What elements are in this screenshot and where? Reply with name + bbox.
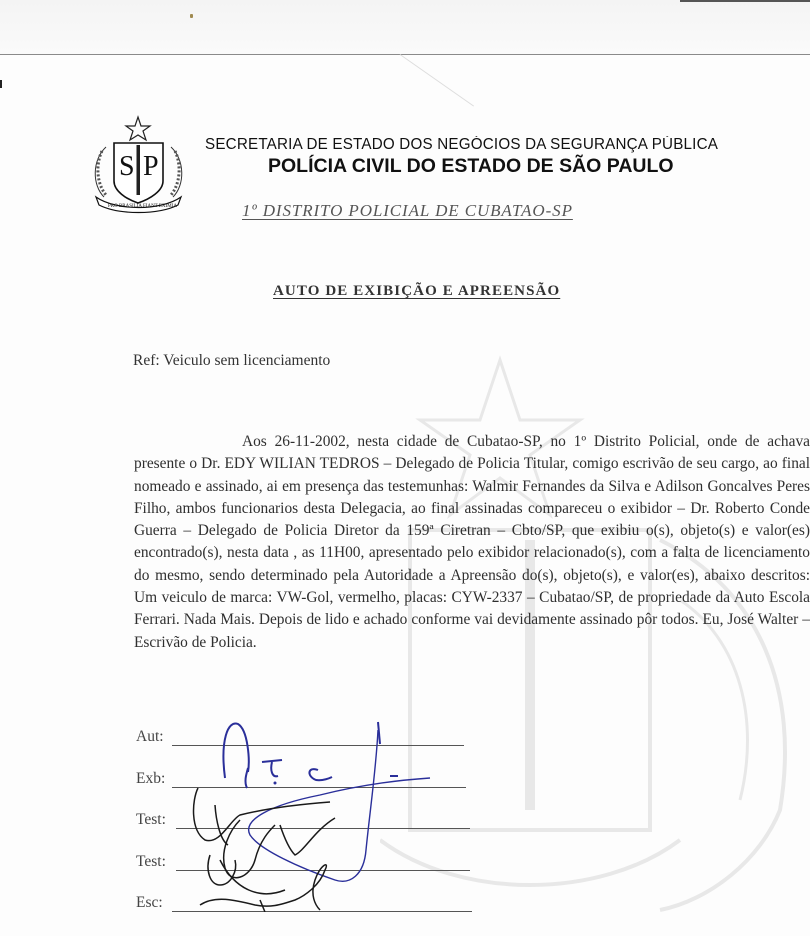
signature-line	[172, 787, 466, 788]
signature-label: Esc:	[136, 894, 163, 911]
signature-field-exb	[136, 770, 476, 812]
signature-block	[136, 728, 476, 936]
svg-text:S: S	[119, 151, 135, 182]
district-heading: 1º DISTRITO POLICIAL DE CUBATAO-SP	[242, 201, 573, 220]
svg-text:PRO BRASILIA FIANT EXIMIA: PRO BRASILIA FIANT EXIMIA	[108, 204, 177, 209]
policia-civil-heading: POLÍCIA CIVIL DO ESTADO DE SÃO PAULO	[268, 155, 674, 177]
document-title: AUTO DE EXIBIÇÃO E APREENSÃO	[273, 283, 561, 299]
signature-label: Test:	[136, 811, 166, 828]
signature-field-test-2	[136, 853, 476, 895]
signature-label: Exb:	[136, 769, 166, 787]
reference-line: Ref: Veiculo sem licenciamento	[133, 352, 331, 369]
sp-state-crest-icon	[86, 115, 191, 215]
paper-fold-line	[400, 54, 474, 106]
paper-speck	[190, 14, 193, 18]
signature-label: Test:	[136, 852, 166, 870]
svg-text:P: P	[143, 151, 159, 182]
signature-field-test-1	[136, 811, 476, 853]
signature-field-aut	[136, 728, 476, 770]
scan-top-margin	[0, 0, 810, 55]
scan-edge	[680, 0, 810, 2]
secretaria-heading: SECRETARIA DE ESTADO DOS NEGÓCIOS DA SEGURANÇA PÚBLICA	[205, 136, 719, 153]
signature-label: Aut:	[136, 728, 164, 745]
margin-mark	[0, 80, 2, 88]
document-body: Aos 26-11-2002, nesta cidade de Cubatao-SP, no 1º Distrito Policial, onde de achava presente o Dr. EDY WILIAN TEDROS – Delegado de Policia Titular, comigo escrivão de seu cargo, ao final nomeado e assinado, ai em presença das testemunhas: Walmir Fernandes da Silva e Adilson Goncalves Peres Filho, ambos funcionarios desta Delegacia, ao final assinadas compareceu o exibidor – Dr. Roberto Conde Guerra – Delegado de Policia Diretor da 159ª Ciretran – Cbto/SP, que exibiu o(s), objeto(s) e valor(es) encontrado(s), nesta data , as 11H00, apresentado pelo exibidor relacionado(s), com a falta de licenciamento do mesmo, sendo determinado pela Autoridade a Apreensão do(s), objeto(s), e valor(es), abaixo descritos: Um veiculo de marca: VW-Gol, vermelho, placas: CYW-2337 – Cubatao/SP, de propriedade da Auto Escola Ferrari. Nada Mais. Depois de lido e achado conforme vai devidamente assinado pôr todos. Eu, José Walter – Escrivão de Policia.	[134, 433, 810, 651]
signature-line	[172, 745, 464, 746]
signature-field-esc	[136, 894, 476, 936]
signature-line	[176, 870, 470, 871]
signature-line	[176, 828, 470, 829]
